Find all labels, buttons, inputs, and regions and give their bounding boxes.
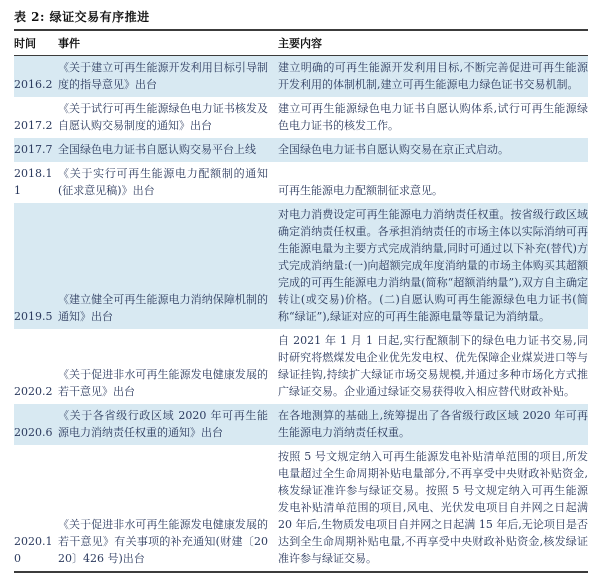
- cell-event: 《关于试行可再生能源绿色电力证书核发及自愿认购交易制度的通知》出台: [58, 102, 268, 132]
- header-cell-content: 主要内容: [278, 37, 322, 50]
- cell-content: 自 2021 年 1 月 1 日起,实行配额制下的绿色电力证书交易,同时研究将燃煤发电企业优先发电权、优先保障企业煤炭进口等与绿证挂钩,持续扩大绿证市场交易规模,并通过多种市场化方式推广绿证交易。企业通过绿证交易获得收入相应替代财政补贴。: [278, 334, 588, 398]
- page-title: 表 2: 绿证交易有序推进: [14, 10, 150, 24]
- cell-time: 2020.6: [14, 426, 53, 439]
- header-cell-event: 事件: [58, 37, 80, 50]
- cell-time: 2018.11: [14, 167, 53, 197]
- cell-event: 《关于促进非水可再生能源发电健康发展的若干意见》有关事项的补充通知(财建〔2020〕426 号)出台: [58, 518, 268, 565]
- cell-time: 2019.5: [14, 310, 53, 323]
- cell-event: 《关于建立可再生能源开发利用目标引导制度的指导意见》出台: [58, 61, 268, 91]
- cell-event: 《关于促进非水可再生能源发电健康发展的若干意见》出台: [58, 368, 268, 398]
- cell-content: 可再生能源电力配额制征求意见。: [278, 184, 443, 197]
- table-row: [14, 203, 588, 329]
- table-row: [14, 138, 588, 162]
- table-header-row: [14, 29, 588, 56]
- cell-time: 2020.10: [14, 535, 53, 565]
- cell-content: 建立可再生能源绿色电力证书自愿认购体系,试行可再生能源绿色电力证书的核发工作。: [278, 102, 588, 132]
- cell-content: 建立明确的可再生能源开发利用目标,不断完善促进可再生能源开发利用的体制机制,建立可再生能源电力绿色证书交易机制。: [278, 61, 588, 91]
- cell-time: 2017.2: [14, 119, 53, 132]
- table-row: [14, 97, 588, 138]
- cell-event: 《关于实行可再生能源电力配额制的通知(征求意见稿)》出台: [58, 167, 268, 197]
- table-row: [14, 56, 588, 97]
- cell-time: 2020.2: [14, 385, 53, 398]
- table-row: [14, 329, 588, 404]
- cell-content: 对电力消费设定可再生能源电力消纳责任权重。按省级行政区域确定消纳责任权重。各承担消纳责任的市场主体以实际消纳可再生能源电量为主要方式完成消纳量,同时可通过以下补充(替代)方式完成消纳量:(一)向超额完成年度消纳量的市场主体购买其超额完成的可再生能源电力消纳量(简称“超额消纳量”),双方自主确定转让(或交易)价格。(二)自愿认购可再生能源绿色电力证书(简称“绿证”),绿证对应的可再生能源电量等量记为消纳量。: [278, 208, 588, 323]
- cell-event: 《建立健全可再生能源电力消纳保障机制的通知》出台: [58, 293, 268, 323]
- cell-time: 2016.2: [14, 78, 53, 91]
- table-body: [14, 56, 588, 573]
- cell-event: 全国绿色电力证书自愿认购交易平台上线: [58, 143, 256, 156]
- header-cell-time: 时间: [14, 37, 36, 50]
- cell-content: 按照 5 号文规定纳入可再生能源发电补贴清单范围的项目,所发电量超过全生命周期补贴电量部分,不再享受中央财政补贴资金,核发绿证准许参与绿证交易。按照 5 号文规定纳入可再生能源发电补贴清单范围的项目,风电、光伏发电项目自并网之日起满 20 年后,生物质发电项目自并网之日起满 15 年后,无论项目是否达到全生命周期补贴电量,不再享受中央财政补贴资金,核发绿证准许参与绿证交易。: [278, 450, 588, 565]
- table-row: [14, 162, 588, 203]
- cell-content: 在各地测算的基础上,统筹提出了各省级行政区域 2020 年可再生能源电力消纳责任权重。: [278, 409, 588, 439]
- cell-event: 《关于各省级行政区域 2020 年可再生能源电力消纳责任权重的通知》出台: [58, 409, 268, 439]
- table-row: [14, 445, 588, 571]
- cell-time: 2017.7: [14, 143, 53, 156]
- cell-content: 全国绿色电力证书自愿认购交易在京正式启动。: [278, 143, 509, 156]
- table-row: [14, 404, 588, 445]
- data-table: [14, 29, 588, 573]
